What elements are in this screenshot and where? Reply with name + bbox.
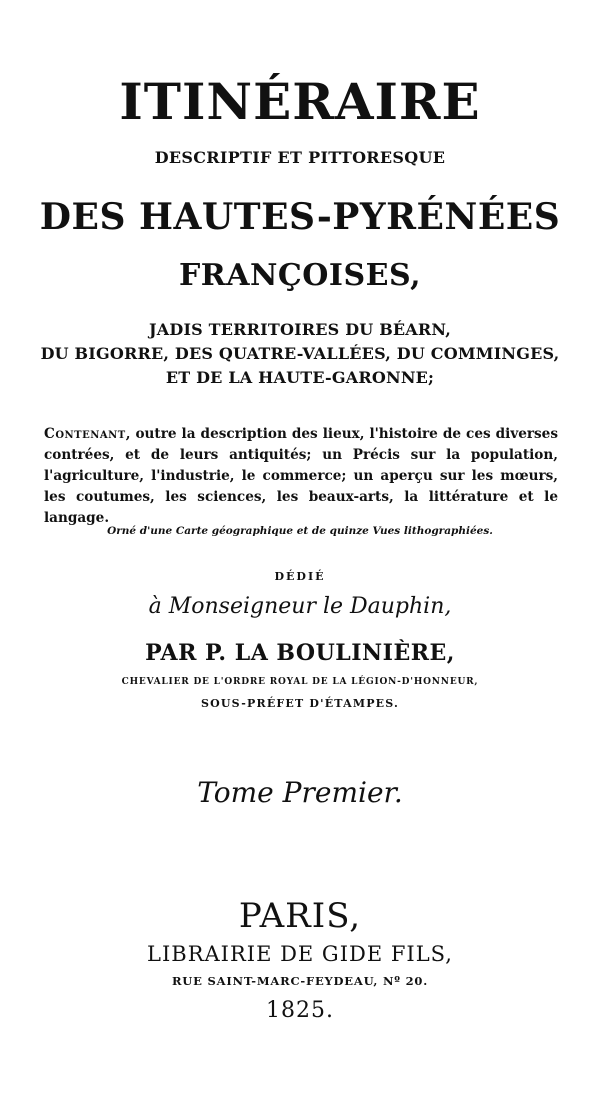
- territories-line-2: DU BIGORRE, DES QUATRE-VALLÉES, DU COMMINGES,: [40, 344, 560, 363]
- author-rank: CHEVALIER DE L'ORDRE ROYAL DE LA LÉGION-D'HONNEUR,: [121, 677, 479, 687]
- volume-label: Tome Premier.: [197, 776, 403, 809]
- territories-line-1: JADIS TERRITOIRES DU BÉARN,: [149, 320, 451, 339]
- dedication-recipient: à Monseigneur le Dauphin,: [148, 594, 452, 619]
- main-title: ITINÉRAIRE: [119, 72, 481, 131]
- imprint-year: 1825.: [266, 998, 334, 1023]
- contents-lead: Contenant: [44, 426, 126, 442]
- author-office: SOUS-PRÉFET D'ÉTAMPES.: [200, 697, 400, 710]
- territories-line-3: ET DE LA HAUTE-GARONNE;: [165, 368, 435, 387]
- dedication-label: DÉDIÉ: [274, 570, 326, 583]
- title-region: DES HAUTES-PYRÉNÉES: [39, 196, 561, 238]
- contents-paragraph: [44, 424, 558, 529]
- title-nation: FRANÇOISES,: [178, 258, 422, 293]
- subtitle-descriptive: DESCRIPTIF ET PITTORESQUE: [154, 148, 446, 167]
- author-name: PAR P. LA BOULINIÈRE,: [145, 640, 455, 666]
- imprint-publisher: LIBRAIRIE DE GIDE FILS,: [147, 942, 453, 966]
- imprint-address: RUE SAINT-MARC-FEYDEAU, Nº 20.: [171, 974, 429, 988]
- imprint-city: PARIS,: [238, 896, 362, 936]
- contents-text: , outre la description des lieux, l'histoire de ces diverses contrées, et de leurs antiquités; un Précis sur la population, l'agriculture, l'industrie, le commerce; un aperçu sur les mœurs, les coutumes, les sciences, les beaux-arts, la littérature et le langage.: [44, 426, 558, 526]
- illustration-note: Orné d'une Carte géographique et de quinze Vues lithographiées.: [107, 525, 493, 537]
